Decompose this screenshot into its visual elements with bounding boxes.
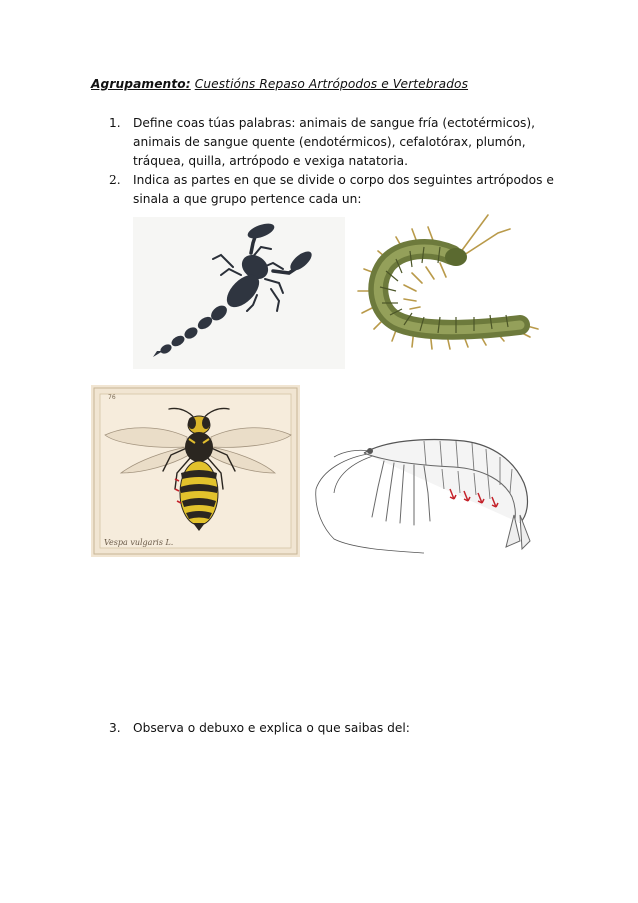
shrimp-image <box>314 431 544 557</box>
scorpion-image <box>133 217 345 369</box>
question-line: tráquea, quilla, artrópodo e vexiga natatoria. <box>133 154 408 168</box>
question-text <box>133 171 553 209</box>
question-number: 3. <box>109 721 121 735</box>
plate-number: 76 <box>108 394 116 401</box>
question-number: 2. <box>109 173 121 187</box>
question-line: Define coas túas palabras: animais de sangue fría (ectotérmicos), <box>133 116 536 130</box>
species-caption: Vespa vulgaris L. <box>104 538 174 547</box>
wasp-image <box>91 385 300 557</box>
question-text <box>133 719 553 738</box>
question-text <box>133 114 553 171</box>
question-line: Indica as partes en que se divide o corpo dos seguintes artrópodos e <box>133 173 554 187</box>
question-line: Observa o debuxo e explica o que saibas del: <box>133 721 410 735</box>
worksheet-title: Cuestións Repaso Artrópodos e Vertebrados <box>194 77 469 91</box>
question-line: sinala a que grupo pertence cada un: <box>133 192 362 206</box>
worksheet-heading <box>91 77 468 91</box>
centipede-image <box>340 205 545 365</box>
question-number: 1. <box>109 116 121 130</box>
group-label: Agrupamento: <box>91 77 191 91</box>
question-line: animais de sangue quente (endotérmicos), cefalotórax, plumón, <box>133 135 526 149</box>
